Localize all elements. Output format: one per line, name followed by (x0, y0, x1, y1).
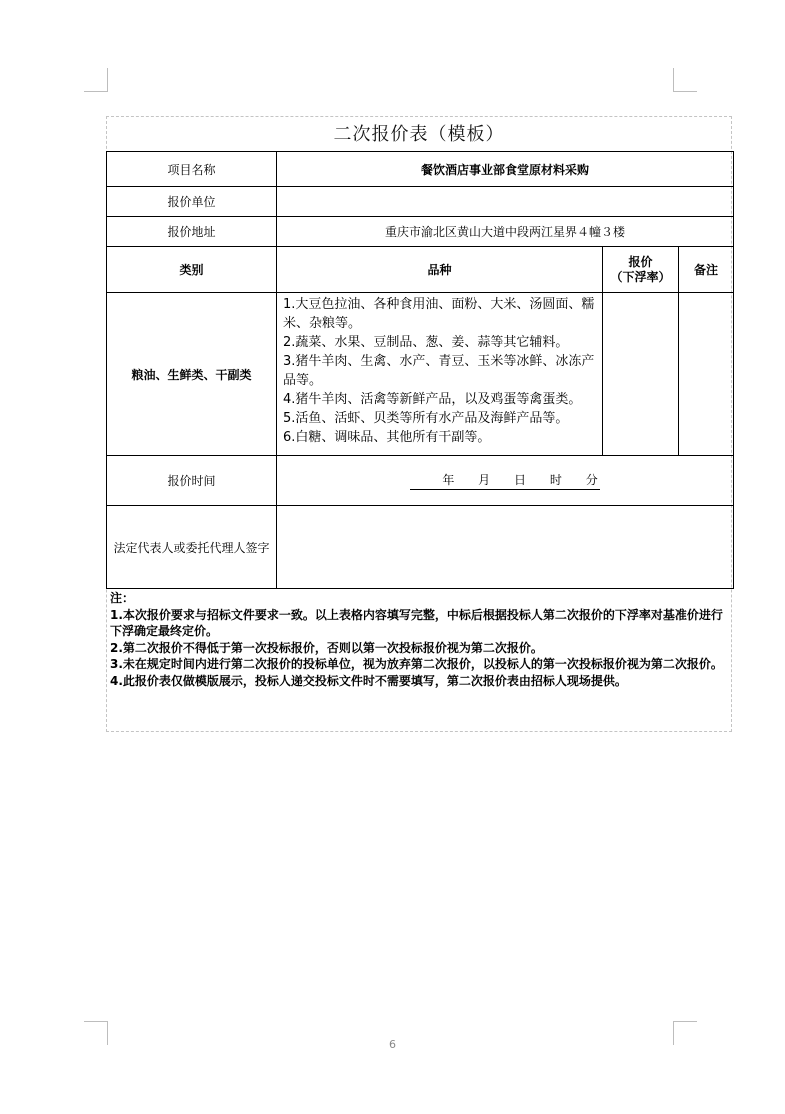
header-quote (603, 247, 679, 293)
bidder-label: 报价单位 (107, 187, 277, 217)
header-category: 类别 (107, 247, 277, 293)
address-value: 重庆市渝北区黄山大道中段两江星界４幢３楼 (277, 217, 734, 247)
table-row (107, 293, 734, 456)
remark-field[interactable] (679, 293, 734, 456)
address-label: 报价地址 (107, 217, 277, 247)
project-name-label: 项目名称 (107, 152, 277, 187)
note-item: 1.本次报价要求与招标文件要求一致。以上表格内容填写完整，中标后根据投标人第二次报价的下浮率对基准价进行下浮确定最终定价。 (110, 607, 723, 638)
signature-field[interactable] (277, 506, 734, 589)
project-name-value: 餐饮酒店事业部食堂原材料采购 (277, 152, 734, 187)
list-item: 4.猪牛羊肉、活禽等新鲜产品，以及鸡蛋等禽蛋类。 (283, 392, 582, 407)
list-item: 2.蔬菜、水果、豆制品、葱、姜、蒜等其它辅料。 (283, 335, 569, 350)
quote-rate-field[interactable] (603, 293, 679, 456)
bidder-row (107, 187, 734, 217)
quote-time-field[interactable] (277, 456, 734, 506)
header-remark: 备注 (679, 247, 734, 293)
list-item: 1.大豆色拉油、各种食用油、面粉、大米、汤圆面、糯米、杂粮等。 (283, 297, 595, 331)
header-variety: 品种 (277, 247, 603, 293)
quote-time-underline[interactable] (410, 471, 599, 490)
notes-section (110, 590, 730, 689)
quote-time-row (107, 456, 734, 506)
hour-unit: 时 (549, 473, 562, 487)
project-name-row (107, 152, 734, 187)
note-item: 3.未在规定时间内进行第二次报价的投标单位，视为放弃第二次报价，以投标人的第一次投标报价视为第二次报价。 (110, 657, 723, 671)
address-row (107, 217, 734, 247)
page-title: 二次报价表（模板） (333, 124, 505, 145)
list-item: 3.猪牛羊肉、生禽、水产、青豆、玉米等冰鲜、冰冻产品等。 (283, 354, 595, 388)
note-item: 4.此报价表仅做模版展示，投标人递交投标文件时不需要填写，第二次报价表由招标人现场提供。 (110, 673, 627, 688)
day-unit: 日 (514, 473, 527, 487)
quote-table (106, 151, 734, 589)
quote-time-label: 报价时间 (107, 456, 277, 506)
list-item: 6.白糖、调味品、其他所有干副等。 (283, 430, 491, 445)
crop-mark-top-right (673, 68, 697, 92)
year-unit: 年 (442, 473, 455, 487)
minute-unit: 分 (585, 473, 598, 487)
header-quote-line1: 报价 (628, 254, 653, 269)
notes-heading: 注： (110, 591, 135, 605)
header-row (107, 247, 734, 293)
page-number: 6 (389, 1038, 396, 1051)
signature-row (107, 506, 734, 589)
signature-label: 法定代表人或委托代理人签字 (107, 506, 277, 589)
header-quote-line2: （下浮率） (610, 269, 671, 284)
note-item: 2.第二次报价不得低于第一次投标报价，否则以第一次投标报价视为第二次报价。 (110, 640, 543, 655)
crop-mark-top-left (84, 68, 108, 92)
list-item: 5.活鱼、活虾、贝类等所有水产品及海鲜产品等。 (283, 411, 569, 426)
category-cell: 粮油、生鲜类、干副类 (107, 293, 277, 456)
variety-list (277, 293, 603, 456)
bidder-value-field[interactable] (277, 187, 734, 217)
month-unit: 月 (478, 473, 491, 487)
